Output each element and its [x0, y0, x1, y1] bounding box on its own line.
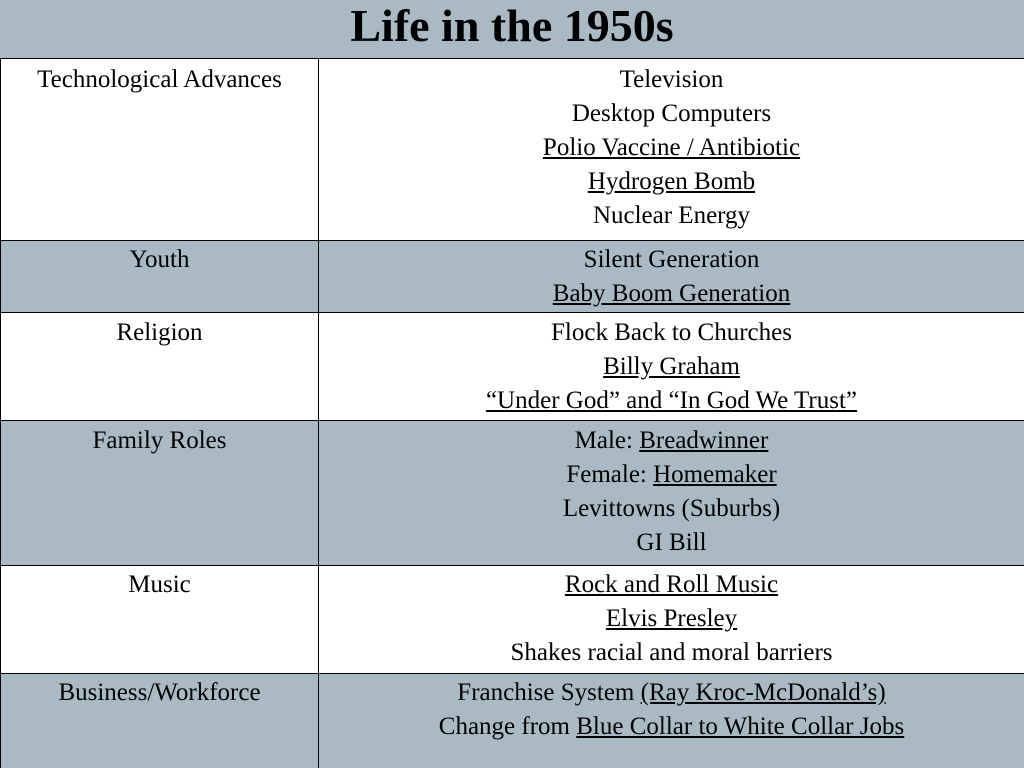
underlined-term: (Ray Kroc-McDonald’s) [640, 679, 886, 706]
detail-line [323, 424, 1020, 458]
topic-cell: Technological Advances [1, 59, 319, 241]
underlined-term: Elvis Presley [605, 605, 738, 632]
life-table [0, 58, 1024, 768]
table-row-religion [1, 313, 1024, 421]
detail-line [323, 165, 1020, 199]
detail-line [323, 277, 1020, 311]
table-row-music [1, 566, 1024, 674]
detail-text: GI Bill [636, 529, 707, 556]
detail-text: Franchise System [457, 679, 641, 706]
detail-line [323, 568, 1020, 602]
detail-text: Change from [438, 713, 577, 740]
underlined-term: Baby Boom Generation [552, 280, 791, 307]
table-row-technological-advances [1, 59, 1024, 241]
details-cell [319, 313, 1024, 421]
underlined-term: Rock and Roll Music [564, 571, 779, 598]
details-cell [319, 59, 1024, 241]
underlined-term: Homemaker [653, 461, 777, 488]
detail-line [323, 458, 1020, 492]
topic-cell: Religion [1, 313, 319, 421]
details-cell [319, 421, 1024, 566]
detail-line [323, 63, 1020, 97]
topic-cell: Family Roles [1, 421, 319, 566]
detail-line [323, 636, 1020, 670]
underlined-term: Hydrogen Bomb [587, 168, 756, 195]
detail-text: Male: [574, 427, 640, 454]
detail-line [323, 602, 1020, 636]
underlined-term: Billy Graham [603, 353, 740, 380]
table-row-youth [1, 241, 1024, 313]
detail-line [323, 492, 1020, 526]
detail-text: Female: [566, 461, 654, 488]
details-cell [319, 566, 1024, 674]
details-cell [319, 674, 1024, 768]
details-cell [319, 241, 1024, 313]
underlined-term: “Under God” and “In God We Trust” [485, 387, 858, 414]
detail-line [323, 710, 1020, 744]
detail-text: Desktop Computers [571, 100, 772, 127]
topic-cell: Business/Workforce [1, 674, 319, 768]
title-bar [0, 0, 1024, 58]
underlined-term: Polio Vaccine / Antibiotic [542, 134, 801, 161]
detail-line [323, 97, 1020, 131]
detail-line [323, 199, 1020, 233]
detail-text: Levittowns (Suburbs) [562, 495, 781, 522]
detail-text: Flock Back to Churches [551, 319, 792, 346]
detail-line [323, 131, 1020, 165]
detail-line [323, 350, 1020, 384]
page-title: Life in the 1950s [350, 0, 674, 51]
detail-line [323, 243, 1020, 277]
detail-text: Television [619, 66, 724, 93]
detail-line [323, 384, 1020, 418]
detail-text: Silent Generation [583, 246, 760, 273]
table-row-business-workforce [1, 674, 1024, 768]
underlined-term: Blue Collar to White Collar Jobs [576, 713, 905, 740]
detail-text: Nuclear Energy [592, 202, 751, 229]
topic-cell: Youth [1, 241, 319, 313]
detail-text: Shakes racial and moral barriers [510, 639, 833, 666]
topic-cell: Music [1, 566, 319, 674]
detail-line [323, 316, 1020, 350]
detail-line [323, 676, 1020, 710]
underlined-term: Breadwinner [639, 427, 769, 454]
table-row-family-roles [1, 421, 1024, 566]
detail-line [323, 526, 1020, 560]
